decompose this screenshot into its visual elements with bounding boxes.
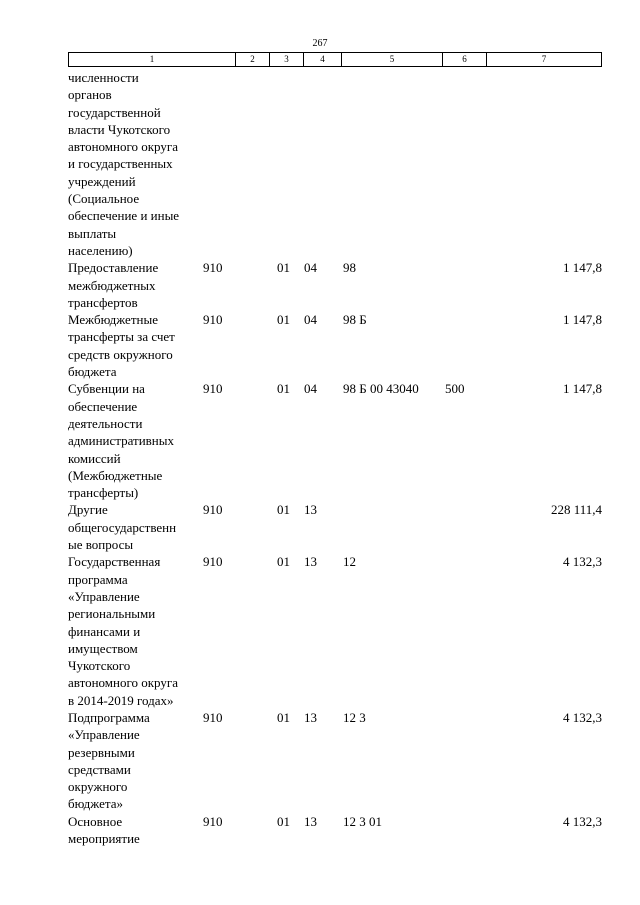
grbs-code: 910 [203, 709, 223, 725]
subsection-code: 13 [304, 554, 317, 570]
table-row [68, 709, 602, 813]
budget-table [68, 69, 602, 847]
table-row [68, 553, 602, 709]
row-description: Основное мероприятие [68, 813, 140, 847]
table-row [68, 380, 602, 501]
column-header-2: 2 [236, 53, 270, 66]
column-header-5: 5 [342, 53, 443, 66]
grbs-code: 910 [203, 381, 223, 397]
target-article-code: 98 [343, 260, 356, 276]
table-row [68, 311, 602, 380]
amount: 1 147,8 [563, 260, 602, 276]
target-article-code: 12 3 [343, 709, 366, 725]
column-header-7: 7 [541, 54, 547, 64]
target-article-code: 12 [343, 554, 356, 570]
table-row [68, 501, 602, 553]
subsection-code: 13 [304, 502, 317, 518]
grbs-code: 910 [203, 813, 223, 829]
table-row [68, 69, 602, 259]
table-row [68, 813, 602, 848]
section-code: 01 [277, 709, 290, 725]
column-header-row [68, 52, 602, 67]
expense-type-code: 500 [445, 381, 465, 397]
subsection-code: 13 [304, 813, 317, 829]
row-description: Предоставление межбюджетных трансфертов [68, 260, 159, 310]
column-header-4: 4 [304, 53, 342, 66]
subsection-code: 04 [304, 312, 317, 328]
section-code: 01 [277, 260, 290, 276]
row-description: Межбюджетные трансферты за счет средств окружного бюджета [68, 312, 175, 380]
amount: 228 111,4 [550, 502, 602, 518]
section-code: 01 [277, 813, 290, 829]
column-header-6: 6 [443, 53, 487, 66]
amount: 1 147,8 [563, 381, 602, 397]
row-description: Государственная программа «Управление региональными финансами и имуществом Чукотского автономного округа в 2014-2019 годах» [68, 554, 178, 708]
grbs-code: 910 [203, 502, 223, 518]
table-row [68, 259, 602, 311]
subsection-code: 13 [304, 709, 317, 725]
row-description: Субвенции на обеспечение деятельности административных комиссий (Межбюджетные трансферты) [68, 381, 174, 501]
grbs-code: 910 [203, 554, 223, 570]
subsection-code: 04 [304, 381, 317, 397]
row-description: Подпрограмма «Управление резервными средствами окружного бюджета» [68, 709, 150, 812]
section-code: 01 [277, 312, 290, 328]
subsection-code: 04 [304, 260, 317, 276]
column-header-3: 3 [270, 53, 304, 66]
section-code: 01 [277, 381, 290, 397]
page-number: 267 [312, 38, 328, 49]
target-article-code: 98 Б [343, 312, 367, 328]
column-header-1: 1 [69, 53, 236, 66]
target-article-code: 98 Б 00 43040 [343, 381, 419, 397]
target-article-code: 12 3 01 [343, 813, 382, 829]
row-description: Другие общегосударственн ые вопросы [68, 502, 177, 553]
grbs-code: 910 [203, 312, 223, 328]
amount: 4 132,3 [563, 554, 602, 570]
grbs-code: 910 [203, 260, 223, 276]
amount: 4 132,3 [563, 813, 602, 829]
row-description: численности органов государственной власти Чукотского автономного округа и государственных учреждений (Социальное обеспечение и иные выплаты населению) [68, 70, 180, 258]
section-code: 01 [277, 502, 290, 518]
amount: 1 147,8 [563, 312, 602, 328]
amount: 4 132,3 [563, 709, 602, 725]
section-code: 01 [277, 554, 290, 570]
